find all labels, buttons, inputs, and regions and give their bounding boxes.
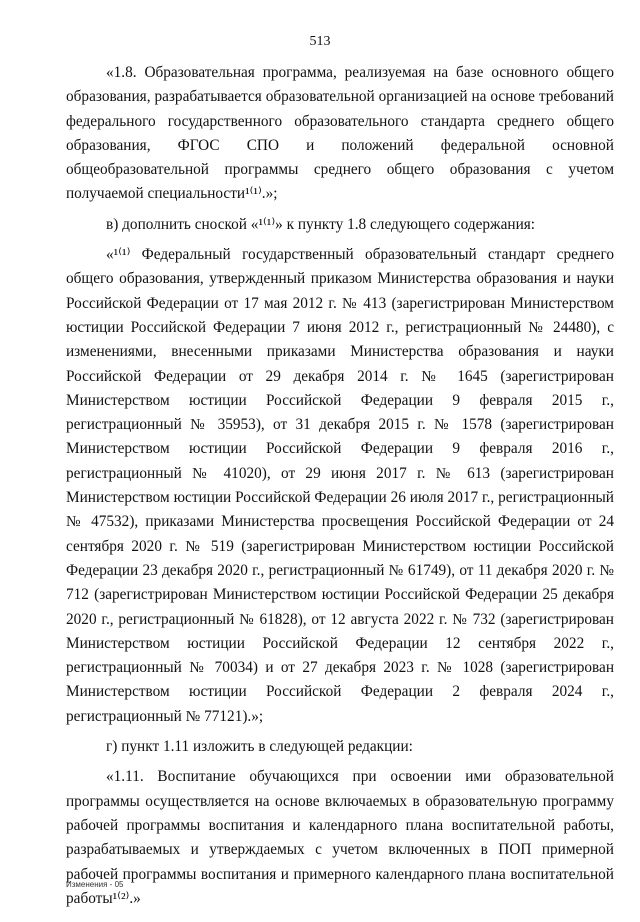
footer-note: Изменения - 05 [66,880,124,889]
paragraph-footnote-text: «¹⁽¹⁾ Федеральный государственный образовательный стандарт среднего общего образования, утвержденный приказом Министерства образования и науки Российской Федерации от 17 мая 2012 г. № 413 (зарегистрирован Министерством юстиции Российской Федерации 7 июня 2012 г., регистрационный № 24480), с изменениями, внесенными приказами Министерства образования и науки Российской Федерации от 29 декабря 2014 г. № 1645 (зарегистрирован Министерством юстиции Российской Федерации 9 февраля 2015 г., регистрационный № 35953), от 31 декабря 2015 г. № 1578 (зарегистрирован Министерством юстиции Российской Федерации 9 февраля 2016 г., регистрационный № 41020), от 29 июня 2017 г. № 613 (зарегистрирован Министерством юстиции Российской Федерации 26 июля 2017 г., регистрационный № 47532), приказами Министерства просвещения Российской Федерации от 24 сентября 2020 г. № 519 (зарегистрирован Министерством юстиции Российской Федерации 23 декабря 2020 г., регистрационный № 61749), от 11 декабря 2020 г. № 712 (зарегистрирован Министерством юстиции Российской Федерации 25 декабря 2020 г., регистрационный № 61828), от 12 августа 2022 г. № 732 (зарегистрирован Министерством юстиции Российской Федерации 12 сентября 2022 г., регистрационный № 70034) и от 27 декабря 2023 г. № 1028 (зарегистрирован Министерством юстиции Российской Федерации 2 февраля 2024 г., регистрационный № 77121).»; [66,246,614,725]
paragraph-1-8: «1.8. Образовательная программа, реализуемая на базе основного общего образования, разрабатывается образовательной организацией на основе требований федерального государственного образовательного стандарта среднего общего образования, ФГОС СПО и положений федеральной основной общеобразовательной программы среднего общего образования с учетом получаемой специальности¹⁽¹⁾.»; [66,64,614,203]
paragraph-v: в) дополнить сноской «¹⁽¹⁾» к пункту 1.8 следующего содержания: [106,215,536,233]
paragraph-g: г) пункт 1.11 изложить в следующей редакции: [106,738,413,756]
document-body [66,61,614,911]
paragraph-1-11: «1.11. Воспитание обучающихся при освоении ими образовательной программы осуществляется на основе включаемых в образовательную программу рабочей программы воспитания и календарного плана воспитательной работы, разрабатываемых и утверждаемых с учетом включенных в ПОП примерной рабочей программы воспитания и примерного календарного плана воспитательной работы¹⁽²⁾.» [66,768,614,907]
page-number: 513 [309,34,331,49]
